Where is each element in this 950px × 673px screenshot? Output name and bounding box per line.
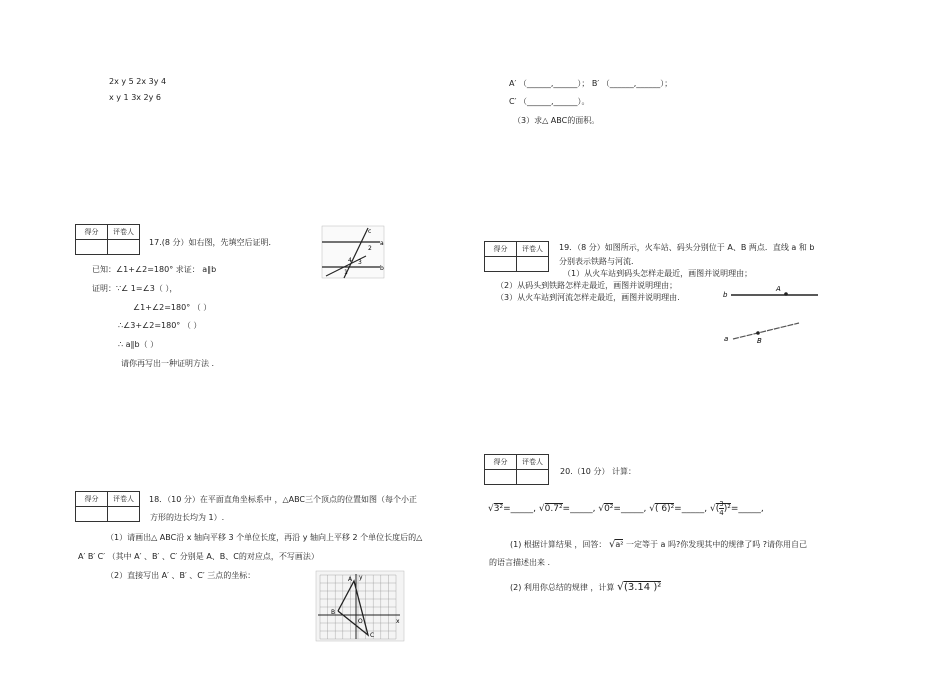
q19-part2: （2）从码头到铁路怎样走最近，画图并说明理由； [496,281,678,290]
score-cell[interactable] [485,257,517,272]
q18-part1-cont: A′ B′ C′ （其中 A′ 、B′ 、C′ 分别是 A、B、C的对应点，不写画法） [78,552,319,561]
sqrt-sign: √ [649,504,655,514]
grader-cell[interactable] [517,470,549,485]
equation-line-1: 2x y 5 2x 3y 4 [109,77,167,86]
sqrt-term-2: 0.7² [544,504,563,514]
score-label: 得分 [485,455,517,470]
coord-answer-line-1: A′ （______,______）； B′ （______,______）； [509,79,673,88]
q18-part2: （2）直接写出 A′ 、B′ 、C′ 三点的坐标： [106,571,256,580]
q17-proof-line-1: 证明：∵∠ 1=∠3（ ）， [92,284,178,293]
score-cell[interactable] [76,507,108,522]
q20-part1-cont: 的语言描述出来 . [489,558,551,567]
q20-part2-prefix: (2) 利用你总结的规律 ，计算 [510,583,615,592]
q19-title-cont: 分别表示铁路与河流． [559,257,639,266]
label-2: 2 [368,245,372,252]
q18-part1: （1）请画出△ ABC沿 x 轴向平移 3 个单位长度，再沿 y 轴向上平移 2 个单位长度后的△ [106,533,423,542]
sqrt-sign: √ [598,504,605,514]
equation-line-2: x y 1 3x 2y 6 [109,93,162,102]
label-c: c [368,228,372,235]
q19-part3: （3）从火车站到河流怎样走最近，画图并说明理由. [496,293,680,302]
score-label: 得分 [76,492,108,507]
sqrt-sign: √ [616,580,624,593]
q20-calc-row: √3²=_____, √0.7²=_____, √0²=_____, √( 6)²=_____, √( $\frac{3}{4}$ )²=_____, [488,500,764,517]
q17-proof-line-4: ∴ a∥b（ ） [118,340,159,349]
answer-blank-4[interactable]: =_____, [674,504,708,514]
grader-label: 评卷人 [108,225,140,240]
vertex-c-label: C [370,632,375,639]
label-a: a [380,240,384,247]
q18-part3: （3）求△ ABC的面积。 [513,116,600,125]
q17-parallel-lines-figure [322,226,384,278]
score-label: 得分 [485,242,517,257]
q18-title: 18．（10 分）在平面直角坐标系中 ，△ABC三个顶点的位置如图（每个小正 [149,495,418,504]
sqrt-term-4: ( 6)² [654,504,675,514]
answer-blank-3[interactable]: =_____, [613,504,647,514]
label-b: b [380,265,384,272]
axis-y-label: y [359,574,363,581]
q20-expression: (3.14 )² [623,582,662,593]
score-box-q18 [75,491,140,522]
sqrt-sign: √ [488,504,494,514]
vertex-b-label: B [331,609,336,616]
score-box-q19 [484,241,549,272]
q19-title: 19．（8 分）如图所示，火车站、码头分别位于 A、B 两点．直线 a 和 b [559,243,815,252]
point-a-label: A [776,285,781,293]
sqrt-term-3: 0² [604,504,614,514]
sqrt-sign: √ [538,504,545,514]
score-box-q17 [75,224,140,255]
fraction-denominator: 4 [719,509,724,517]
q18-coordinate-grid-figure [316,571,404,641]
sqrt-sign: √ [709,504,716,514]
q20-part1-question: 一定等于 a 吗?你发现其中的规律了吗 ?请你用自己 [626,540,808,549]
label-4: 4 [348,257,352,264]
sqrt-a-squared: a² [615,540,624,549]
sqrt-term-1: 3² [493,504,504,514]
score-cell[interactable] [76,240,108,255]
q20-part1-start [510,539,807,550]
score-box-q20 [484,454,549,485]
q17-title: 17.(8 分）如右图，先填空后证明． [149,238,277,247]
label-1: 1 [344,269,348,276]
q19-part1: （1）从火车站到码头怎样走最近，画图并说明理由； [563,269,753,278]
point-b-label: B [757,337,762,345]
grader-cell[interactable] [108,507,140,522]
vertex-a-label: A [348,576,353,583]
q19-railway-river-figure [723,283,818,343]
score-cell[interactable] [485,470,517,485]
q20-title: 20.（10 分） 计算： [560,467,636,476]
q17-proof-line-3: ∴∠3+∠2=180° （ ） [118,321,202,330]
grader-cell[interactable] [517,257,549,272]
sqrt-sign: √ [608,539,616,550]
q20-part1-prefix: (1) 根据计算结果 ，回答： [510,540,607,549]
q17-proof-line-2: ∠1+∠2=180° （ ） [133,303,212,312]
answer-blank-2[interactable]: =_____, [562,504,596,514]
axis-x-label: x [396,618,400,625]
fraction-numerator: 3 [719,500,724,508]
q17-given: 已知：∠1+∠2=180° 求证： a∥b [92,265,217,274]
label-3: 3 [358,259,362,266]
q20-part2 [510,580,661,593]
q18-title-cont: 方形的边长均为 1）. [150,513,225,522]
line-a-label: a [724,335,729,343]
score-label: 得分 [76,225,108,240]
coord-answer-line-2: C′ （______,______）。 [509,97,590,106]
grader-label: 评卷人 [517,242,549,257]
answer-blank-5[interactable]: =_____, [730,504,764,514]
grader-cell[interactable] [108,240,140,255]
line-b-label: b [723,291,728,299]
answer-blank-1[interactable]: =_____, [503,504,536,514]
grader-label: 评卷人 [517,455,549,470]
grader-label: 评卷人 [108,492,140,507]
q17-proof-line-5: 请你再写出一种证明方法 . [121,359,215,368]
origin-label: O [358,618,363,625]
